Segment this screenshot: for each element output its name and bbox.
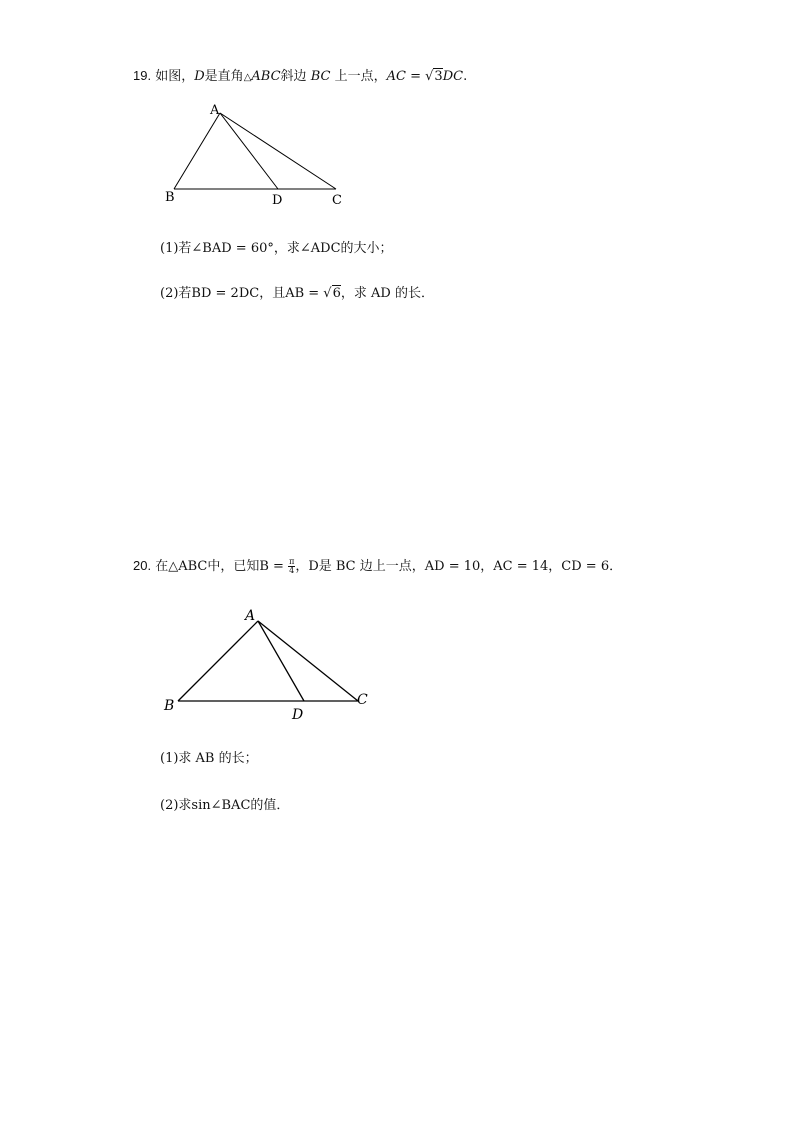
q19-figure (160, 100, 360, 210)
q19-stem-DC: DC (442, 69, 464, 84)
q19-number: 19. (133, 68, 152, 83)
q19-segment-AC (220, 113, 336, 189)
q19-stem-sqrt-value: 3 (434, 69, 443, 84)
q19-part2-sqrt-value: 6 (332, 286, 341, 301)
q19-stem-equals: = (405, 69, 426, 84)
q19-stem-triangle-symbol: △ (243, 72, 252, 83)
q20-fraction-denominator: 4 (289, 566, 295, 575)
q20-segment-AC (258, 621, 358, 701)
q19-part2-sqrt-radical: √ (323, 286, 332, 301)
q19-segment-AD (220, 113, 278, 189)
q20-label-A: A (245, 608, 256, 624)
q19-stem (133, 67, 467, 87)
q20-fraction-numerator: π (289, 557, 295, 566)
q19-stem-ABC: ABC (251, 69, 281, 84)
q20-number: 20. (133, 558, 152, 573)
q20-stem-part-b: ，D是 BC 边上一点，AD = 10，AC = 14，CD = 6． (295, 559, 623, 574)
q20-segment-AB (178, 621, 258, 701)
q19-stem-BC: BC (310, 69, 331, 84)
q19-stem-end: . (463, 69, 468, 84)
q20-stem-part-a: 在△ABC中，已知B = (155, 559, 289, 574)
q19-stem-D: D (194, 69, 205, 84)
q20-segment-AD (258, 621, 304, 701)
q19-part2 (160, 285, 434, 303)
q19-part2-text-a: (2)若BD = 2DC，且AB = (160, 286, 324, 301)
q19-stem-part-a: 如图， (155, 69, 195, 84)
q19-stem-part-d: 上一点， (334, 69, 387, 84)
q19-label-D: D (272, 193, 283, 208)
q19-label-C: C (332, 193, 342, 208)
q19-part1: (1)若∠BAD = 60°，求∠ADC的大小； (160, 241, 393, 256)
q19-label-B: B (165, 190, 175, 205)
q20-figure (160, 600, 380, 730)
q20-stem (133, 557, 622, 576)
q20-part1: (1)求 AB 的长； (160, 751, 258, 766)
q20-label-C: C (357, 692, 368, 708)
q20-part2: (2)求sin∠BAC的值． (160, 798, 290, 813)
q20-label-B: B (164, 698, 175, 714)
q19-label-A: A (210, 103, 220, 118)
q19-stem-AC: AC (386, 69, 406, 84)
q19-stem-part-c: 斜边 (280, 69, 307, 84)
q20-label-D: D (292, 707, 304, 723)
q19-segment-AB (174, 113, 220, 189)
q19-part2-text-b: ，求 AD 的长． (340, 286, 434, 301)
q19-stem-part-b: 是直角 (204, 69, 244, 84)
q19-stem-sqrt-radical: √ (425, 69, 434, 84)
